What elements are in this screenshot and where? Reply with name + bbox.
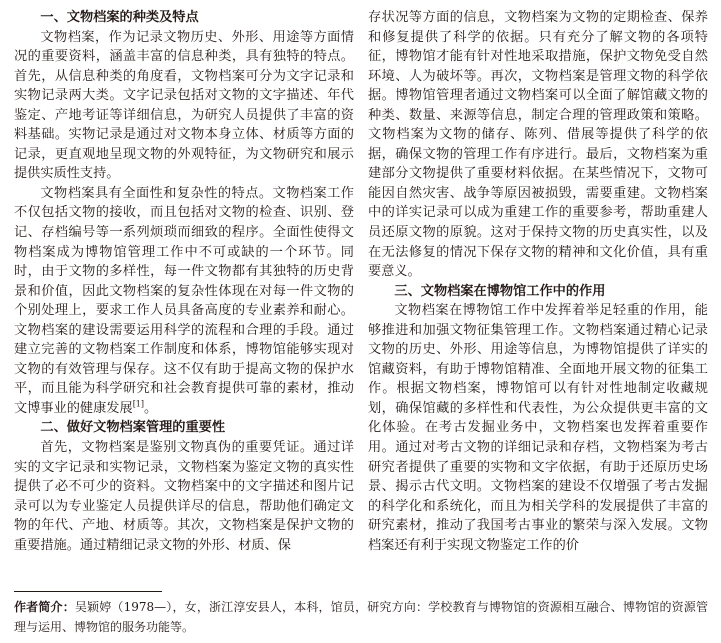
section-heading-1: 一、文物档案的种类及特点: [40, 10, 199, 25]
footnote-label: 作者简介：: [14, 600, 75, 614]
paragraph-s2-1-continued: 存状况等方面的信息，文物档案为文物的定期检查、保养和修复提供了科学的依据。只有充分了解文物的各项特征，博物馆才能有针对性地采取措施，保护文物免受自然环境、人为破坏等。再次，文物档案是管理文物的科学依据。博物馆管理者通过文物档案可以全面了解馆藏文物的种类、数量、来源等信息，制定合理的管理政策和策略。文物档案为文物的储存、陈列、借展等提供了科学的依据，确保文物的管理工作有序进行。最后，文物档案为重建部分文物提供了重要材料依据。在某些情况下，文物可能因自然灾害、战争等原因被损毁，需要重建。文物档案中的详实记录可以成为重建工作的重要参考，帮助重建人员还原文物的原貌。这对于保持文物的历史真实性，以及在无法修复的情况下保存文物的精神和文化价值，具有重要意义。: [368, 10, 708, 280]
paragraph-s3-1: 文物档案在博物馆工作中发挥着举足轻重的作用，能够推进和加强文物征集管理工作。文物档案通过精心记录文物的历史、外形、用途等信息，为博物馆提供了详实的馆藏资料，有助于博物馆精准、全面地开展文物的征集工作。根据文物档案，博物馆可以有针对性地制定收藏规划，确保馆藏的多样性和代表性，为公众提供更丰富的文化体验。在考古发掘业务中，文物档案也发挥着重要作用。通过对考古文物的详细记录和存档，文物档案为考古研究者提供了重要的实物和文字依据，有助于还原历史场景、揭示古代文明。文物档案的建设不仅增强了考古发掘的科学化和系统化，而且为相关学科的发展提供了丰富的研究素材，推动了我国考古事业的繁荣与深入发展。文物档案还有利于实现文物鉴定工作的价: [368, 303, 708, 553]
footnote-divider: [14, 591, 162, 592]
paragraph-s1-2-text: 文物档案具有全面性和复杂性的特点。文物档案工作不仅包括文物的接收，而且包括对文物的检查、识别、登记、存档编号等一系列烦琐而细致的程序。全面性使得文物档案成为博物馆管理工作中不可或缺的一个环节。同时，由于文物的多样性，每一件文物都有其独特的历史背景和价值，因此文物档案的复杂性体现在对每一件文物的个别处理上，要求工作人员具备高度的专业素养和耐心。文物档案的建设需要运用科学的流程和合理的手段。通过建立完善的文物档案工作制度和体系，博物馆能够实现对文物的有效管理与保存。这不仅有助于提高文物的保护水平，而且能为科学研究和社会教育提供可靠的素材，推动文博事业的健康发展: [14, 185, 354, 416]
citation-marker: [1]: [132, 399, 145, 409]
section-heading-3: 三、文物档案在博物馆工作中的作用: [394, 283, 606, 299]
paragraph-s1-2: [14, 184, 354, 419]
paragraph-s2-1: 首先，文物档案是鉴别文物真伪的重要凭证。通过详实的文字记录和实物记录，文物档案为鉴定文物的真实性提供了必不可少的资料。文物档案中的文字描述和图片记录可以为专业鉴定人员提供详尽的信息，帮助他们确定文物的年代、产地、材质等。其次，文物档案是保护文物的重要措施。通过精细记录文物的外形、材质、保: [14, 440, 354, 553]
paragraph-s1-2-end: 。: [144, 400, 158, 416]
section-heading-2: 二、做好文物档案管理的重要性: [40, 420, 226, 436]
footnote-text: 吴颖婷（1978—），女，浙江淳安县人，本科，馆员，研究方向：学校教育与博物馆的资源相互融合、博物馆的资源管理与运用、博物馆的服务功能等。: [14, 600, 708, 634]
left-column: [14, 8, 354, 555]
author-footnote: [14, 597, 708, 637]
right-column: [368, 8, 708, 555]
paragraph-s1-1: 文物档案，作为记录文物历史、外形、用途等方面情况的重要资料，涵盖丰富的信息种类，具有独特的特点。首先，从信息种类的角度看，文物档案可分为文字记录和实物记录两大类。文字记录包括对文物的文字描述、年代鉴定、产地考证等详细信息，为研究人员提供了丰富的资料基础。实物记录是通过对文物本身立体、材质等方面的记录，更直观地呈现文物的外观特征，为文物研究和展示提供实质性支持。: [14, 29, 354, 182]
